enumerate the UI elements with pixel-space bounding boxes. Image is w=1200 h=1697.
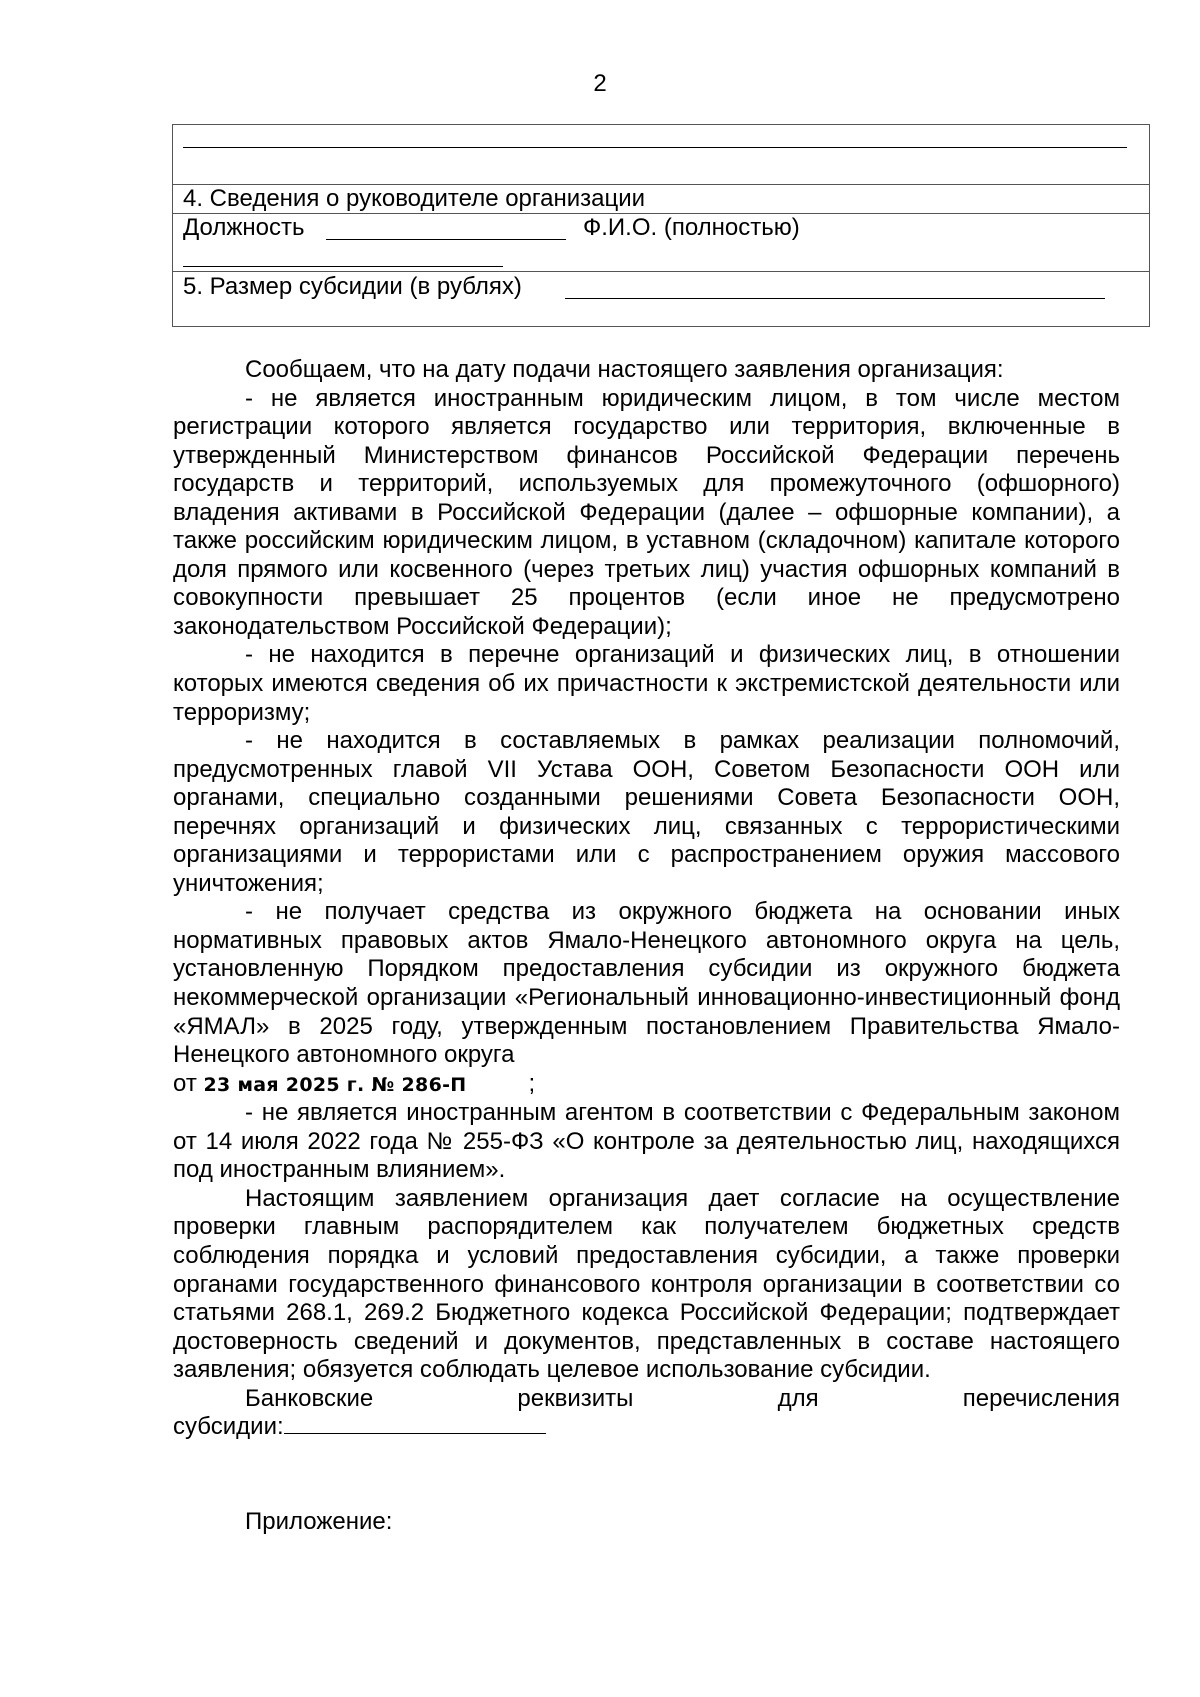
bank-subsidy-line (173, 1413, 1120, 1442)
application-form-table (172, 124, 1150, 327)
bank-details-field[interactable] (284, 1413, 546, 1434)
condition-un-sanctions: - не находится в составляемых в рамках реализации полномочий, предусмотренных главой VII Устава ООН, Советом Безопасности ООН или органами, специально созданными решениями Совета Безопасности ООН, перечнях организаций и физических лиц, связанных с террористическими организациями и террористами или с распространением оружия массового уничтожения; (173, 727, 1120, 897)
bank-word-1: Банковские (245, 1384, 374, 1412)
fio-label: Ф.И.О. (полностью) (583, 214, 800, 241)
consent-paragraph: Настоящим заявлением организация дает согласие на осуществление проверки главным распорядителем как получателем бюджетных средств соблюдения порядка и условий предоставления субсидии, а также проверки органами государственного финансового контроля организации в соответствии со статьями 268.1, 269.2 Бюджетного кодекса Российской Федерации; подтверждает достоверность сведений и документов, представленных в составе настоящего заявления; обязуется соблюдать целевое использование субсидии. (173, 1184, 1120, 1384)
date-line-end: ; (528, 1069, 536, 1097)
table-row-subsidy-amount (173, 271, 1149, 329)
condition-other-budget: - не получает средства из окружного бюджета на основании иных нормативных правовых актов Ямало-Ненецкого автономного округа на цель, установленную Порядком предоставления субсидии из окружного бюджета некоммерческой организации «Региональный инновационно-инвестиционный фонд «ЯМАЛ» в 2025 году, утвержденным постановлением Правительства Ямало-Ненецкого автономного округа (173, 898, 1120, 1069)
resolution-date-stamp: 23 мая 2025 г. № 286-П (203, 1073, 467, 1096)
condition-extremism: - не находится в перечне организаций и физических лиц, в отношении которых имеются сведения об их причастности к экстремистской деятельности или терроризму; (173, 641, 1120, 726)
position-label: Должность (183, 214, 305, 241)
position-field[interactable] (326, 239, 566, 240)
appendix-label: Приложение: (245, 1508, 393, 1535)
section5-label: 5. Размер субсидии (в рублях) (183, 273, 522, 300)
intro-paragraph: Сообщаем, что на дату подачи настоящего заявления организация: (245, 356, 1004, 383)
subsidy-amount-field[interactable] (565, 298, 1105, 299)
bank-word-2: реквизиты (517, 1384, 634, 1412)
statement-body (173, 356, 1120, 1442)
table-row-position (173, 213, 1149, 272)
bank-word-4: перечисления (962, 1384, 1120, 1412)
bank-subsidy-label: субсидии: (173, 1413, 284, 1441)
date-prefix: от (173, 1069, 197, 1097)
table-row-head-info (173, 184, 1149, 214)
fio-field[interactable] (183, 266, 503, 267)
bank-details-line (173, 1385, 1120, 1414)
section4-title: 4. Сведения о руководителе организации (183, 185, 646, 212)
blank-fill-line[interactable] (183, 147, 1127, 148)
table-row-blank (173, 125, 1149, 184)
condition-offshore: - не является иностранным юридическим лицом, в том числе местом регистрации которого является государство или территория, включенные в утвержденный Министерством финансов Российской Федерации перечень государств и территорий, используемых для промежуточного (офшорного) владения активами в Российской Федерации (далее – офшорные компании), а также российским юридическим лицом, в уставном (складочном) капитале которого доля прямого или косвенного (через третьих лиц) участия офшорных компаний в совокупности превышает 25 процентов (если иное не предусмотрено законодательством Российской Федерации); (173, 384, 1120, 640)
page-number: 2 (593, 70, 607, 97)
condition-foreign-agent: - не является иностранным агентом в соответствии с Федеральным законом от 14 июля 2022 года № 255-ФЗ «О контроле за деятельностью лиц, находящихся под иностранным влиянием». (173, 1099, 1120, 1184)
bank-word-3: для (777, 1384, 819, 1412)
resolution-date-line (173, 1070, 1120, 1100)
